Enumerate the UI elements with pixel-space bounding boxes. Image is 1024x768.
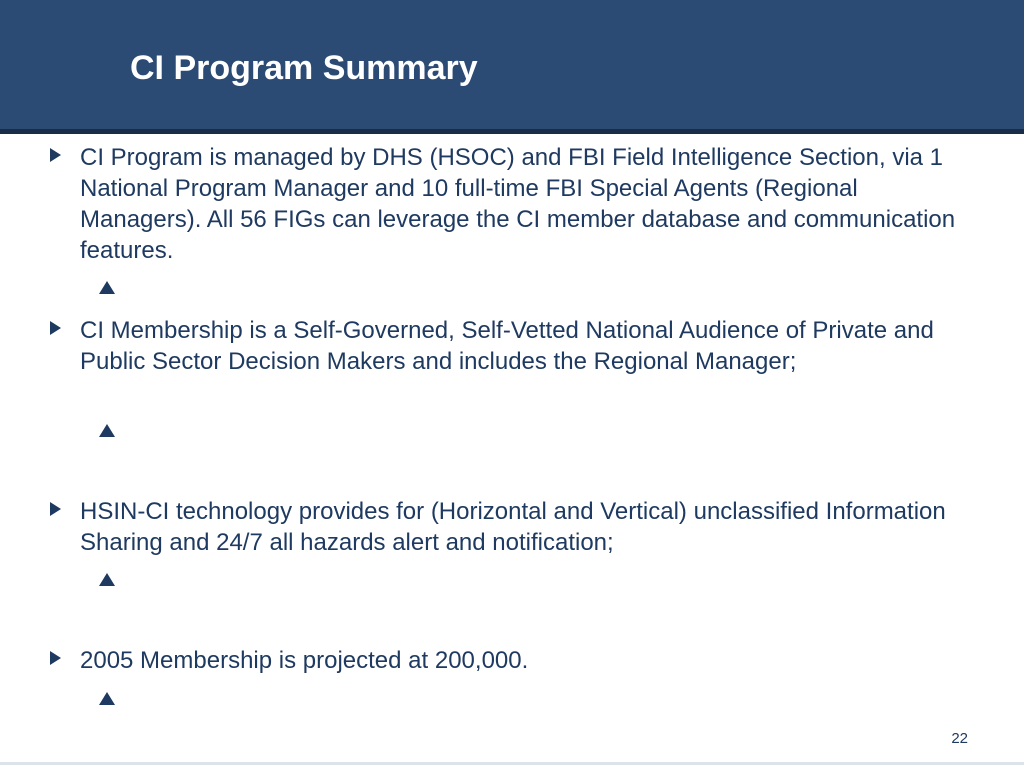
triangle-up-icon: [99, 573, 115, 586]
footer-rule: [0, 762, 1024, 765]
bullet-text: HSIN-CI technology provides for (Horizontal and Vertical) unclassified Information Sharing and 24/7 all hazards alert and notification;: [80, 498, 946, 556]
bullet-item: [50, 496, 970, 558]
bullet-item: [50, 645, 970, 676]
page-number: 22: [951, 730, 968, 747]
title-bar-rule: [0, 129, 1024, 134]
triangle-right-icon: [50, 148, 61, 162]
triangle-up-icon: [99, 281, 115, 294]
bullet-text: CI Membership is a Self-Governed, Self-Vetted National Audience of Private and Public Sector Decision Makers and includes the Regional Manager;: [80, 317, 934, 375]
bullet-text: CI Program is managed by DHS (HSOC) and FBI Field Intelligence Section, via 1 National Program Manager and 10 full-time FBI Special Agents (Regional Managers). All 56 FIGs can leverage the CI member database and communication features.: [80, 144, 956, 264]
triangle-up-icon: [99, 692, 115, 705]
triangle-right-icon: [50, 321, 61, 335]
triangle-right-icon: [50, 502, 61, 516]
slide-title: CI Program Summary: [130, 49, 478, 87]
bullet-item: [50, 142, 970, 266]
bullet-item: [50, 315, 970, 377]
triangle-right-icon: [50, 651, 61, 665]
triangle-up-icon: [99, 424, 115, 437]
bullet-text: 2005 Membership is projected at 200,000.: [80, 647, 529, 674]
